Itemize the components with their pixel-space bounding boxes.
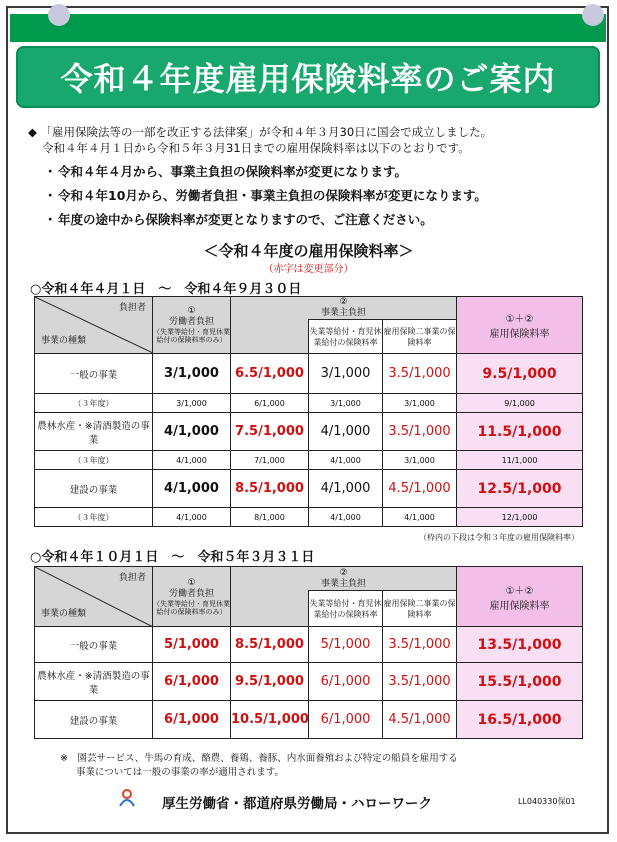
header-unemployment: 失業等給付・育児休業給付の保険料率 [309,591,383,627]
header-employer-num: ② [339,297,348,307]
header-unemployment: 失業等給付・育児休業給付の保険料率 [309,320,383,354]
bullet-2-text: 令和４年10月から、労働者負担・事業主負担の保険料率が変更になります。 [58,188,487,203]
cell-worker: 4/1,000 [153,413,231,451]
header-worker-num: ① [187,306,196,316]
cell-total: 9.5/1,000 [457,354,583,394]
header-total [457,567,583,627]
top-green-bar [10,14,606,42]
rate-table-period-2 [34,566,583,739]
cell-employer: 10.5/1,000 [231,701,309,739]
cell-employer: 8.5/1,000 [231,470,309,508]
header-two-projects: 雇用保険二事業の保険料率 [383,591,457,627]
bullet-3-text: 年度の途中から保険料率が変更となりますので、ご注意ください。 [58,212,433,227]
cell-two-projects: 3.5/1,000 [383,627,457,663]
header-employer [231,297,457,320]
cell-prev: 9/1,000 [457,394,583,413]
cell-unemployment: 4/1,000 [309,413,383,451]
header-employer-num: ② [339,567,348,578]
cell-unemployment: 6/1,000 [309,663,383,701]
header-total-label: 雇用保険料率 [489,600,550,612]
cell-unemployment: 3/1,000 [309,354,383,394]
page-title: 令和４年度雇用保険料率のご案内 [60,60,556,98]
footnote-line-1: ※ 園芸サービス、牛馬の育成、酪農、養鶏、養豚、内水面養殖および特定の船員を雇用する [60,753,458,764]
cell-employer: 6.5/1,000 [231,354,309,394]
row-prev-label: （３年度） [35,394,153,413]
footnote [60,752,458,780]
header-employer-spacer [231,320,309,354]
header-payer: 負担者 [118,573,146,583]
header-worker [153,297,231,354]
cell-prev: 3/1,000 [383,451,457,470]
cell-prev: 4/1,000 [153,451,231,470]
cell-total: 15.5/1,000 [457,663,583,701]
section-subtitle: ＜令和４年度の雇用保険料率＞ [203,242,414,260]
cell-two-projects: 4.5/1,000 [383,470,457,508]
intro-line-2: 令和４年４月１日から令和５年３月31日までの雇用保険料率は以下のとおりです。 [42,141,470,155]
row-type: 一般の事業 [35,354,153,394]
header-employer-label: 事業主負担 [321,308,367,318]
cell-prev: 3/1,000 [383,394,457,413]
header-diagonal-cell [35,567,153,627]
cell-worker: 3/1,000 [153,354,231,394]
row-type: 建設の事業 [35,701,153,739]
cell-worker: 4/1,000 [153,470,231,508]
rate-table-period-1 [34,296,583,527]
row-type: 農林水産・※清酒製造の事業 [35,413,153,451]
bullet-2: ・令和４年10月から、労働者負担・事業主負担の保険料率が変更になります。 [44,188,487,203]
ministry-name: 厚生労働省・都道府県労働局・ハローワーク [162,796,432,812]
header-worker-note: （失業等給付・育児休業給付の保険料率のみ） [153,599,230,616]
cell-worker: 5/1,000 [153,627,231,663]
header-worker [153,567,231,627]
bullet-1-text: 令和４年４月から、事業主負担の保険料率が変更になります。 [58,164,408,179]
cell-employer: 7.5/1,000 [231,413,309,451]
cell-prev: 3/1,000 [309,394,383,413]
cell-employer: 9.5/1,000 [231,663,309,701]
cell-total: 12.5/1,000 [457,470,583,508]
header-worker-note: （失業等給付・育児休業給付の保険料率のみ） [153,328,230,344]
cell-employer: 8.5/1,000 [231,627,309,663]
binder-hole-right [582,4,604,26]
cell-two-projects: 3.5/1,000 [383,354,457,394]
header-total-num: ①＋② [505,314,534,325]
cell-worker: 6/1,000 [153,701,231,739]
row-type: 建設の事業 [35,470,153,508]
header-employer [231,567,457,591]
diamond-bullet-icon: ◆ [28,125,37,139]
header-business-type: 事業の種類 [41,609,87,619]
document-code: LL040330保01 [518,797,576,806]
header-diagonal-cell [35,297,153,354]
cell-prev: 12/1,000 [457,508,583,527]
cell-prev: 8/1,000 [231,508,309,527]
cell-prev: 4/1,000 [309,451,383,470]
bullet-1: ・令和４年４月から、事業主負担の保険料率が変更になります。 [44,164,408,179]
table-1-note: （枠内の下段は令和３年度の雇用保険料率） [419,533,579,542]
intro-line-1: 「雇用保険法等の一部を改正する法律案」が令和４年３月30日に国会で成立しました。 [40,125,493,139]
ministry-logo-icon [116,786,138,808]
cell-worker: 6/1,000 [153,663,231,701]
cell-prev: 6/1,000 [231,394,309,413]
bullet-3: ・年度の途中から保険料率が変更となりますので、ご注意ください。 [44,212,433,227]
header-worker-num: ① [187,577,196,588]
cell-two-projects: 4.5/1,000 [383,701,457,739]
cell-total: 11.5/1,000 [457,413,583,451]
title-banner [16,46,600,108]
cell-unemployment: 5/1,000 [309,627,383,663]
intro-text [28,124,492,156]
period-2-label: ○令和４年１０月１日 ～ 令和５年３月３１日 [30,550,315,565]
header-worker-label: 労働者負担 [168,588,214,599]
header-employer-label: 事業主負担 [321,578,367,589]
header-total-label: 雇用保険料率 [489,329,550,340]
row-prev-label: （３年度） [35,451,153,470]
row-type: 農林水産・※清酒製造の事業 [35,663,153,701]
cell-two-projects: 3.5/1,000 [383,413,457,451]
footnote-line-2: 事業については一般の事業の率が適用されます。 [76,767,285,778]
row-prev-label: （３年度） [35,508,153,527]
period-1-label: ○令和４年４月１日 ～ 令和４年９月３０日 [30,282,302,297]
header-total-num: ①＋② [505,585,534,597]
header-employer-spacer [231,591,309,627]
cell-prev: 11/1,000 [457,451,583,470]
header-business-type: 事業の種類 [41,336,87,346]
row-type: 一般の事業 [35,627,153,663]
cell-total: 13.5/1,000 [457,627,583,663]
cell-unemployment: 6/1,000 [309,701,383,739]
binder-hole-left [48,4,70,26]
cell-two-projects: 3.5/1,000 [383,663,457,701]
header-payer: 負担者 [118,303,146,313]
cell-prev: 4/1,000 [153,508,231,527]
header-two-projects: 雇用保険二事業の保険料率 [383,320,457,354]
cell-prev: 7/1,000 [231,451,309,470]
cell-prev: 3/1,000 [153,394,231,413]
header-total [457,297,583,354]
cell-total: 16.5/1,000 [457,701,583,739]
cell-prev: 4/1,000 [309,508,383,527]
red-change-note: （赤字は変更部分） [263,264,354,275]
cell-prev: 4/1,000 [383,508,457,527]
cell-unemployment: 4/1,000 [309,470,383,508]
header-worker-label: 労働者負担 [168,317,214,327]
